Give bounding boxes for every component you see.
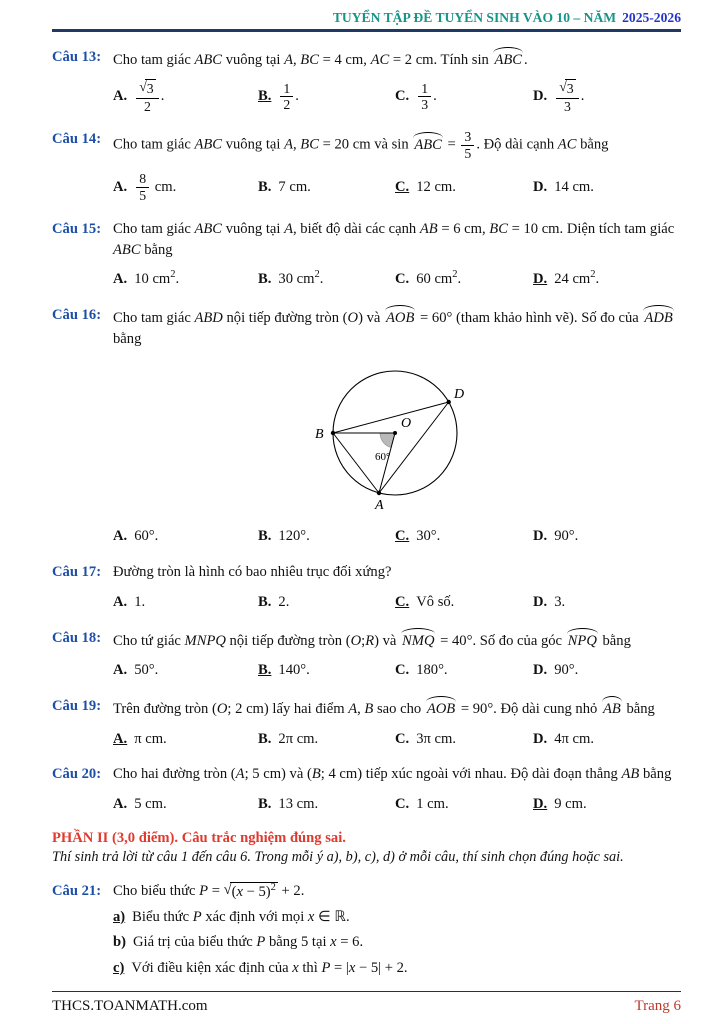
option bbox=[113, 269, 258, 290]
option-text: 2π cm. bbox=[278, 730, 319, 747]
questions-part1 bbox=[52, 47, 681, 815]
inscribed-circle-figure bbox=[280, 357, 515, 517]
statement-text: Biểu thức P xác định với mọi x ∈ ℝ. bbox=[132, 908, 350, 925]
option-label: B. bbox=[258, 662, 272, 679]
question bbox=[52, 881, 681, 979]
statement-label: a) bbox=[113, 908, 126, 925]
option bbox=[113, 794, 258, 815]
option bbox=[395, 81, 533, 114]
option-label: B. bbox=[258, 730, 272, 747]
option bbox=[395, 526, 533, 547]
option-label: D. bbox=[533, 271, 548, 288]
option-text: 90°. bbox=[554, 528, 579, 545]
statement-text: Với điều kiện xác định của x thì P = |x − 5| + 2. bbox=[131, 960, 408, 977]
option-text: 30 $cm^2$. bbox=[278, 269, 324, 288]
point-A-label: A bbox=[374, 498, 384, 514]
option bbox=[113, 79, 258, 114]
option bbox=[258, 794, 395, 815]
option-label: D. bbox=[533, 796, 548, 813]
option-label: D. bbox=[533, 593, 548, 610]
question bbox=[52, 129, 681, 203]
option-text: $\frac{8}{5}$ cm. bbox=[134, 179, 176, 195]
option-text: 1. bbox=[134, 593, 146, 610]
question bbox=[52, 764, 681, 814]
statement-text: Giá trị của biểu thức P bằng 5 tại x = 6. bbox=[132, 934, 364, 951]
option-label: B. bbox=[258, 179, 272, 196]
option-label: D. bbox=[533, 662, 548, 679]
option bbox=[113, 729, 258, 750]
question-number: Câu 19: bbox=[52, 698, 102, 715]
question bbox=[52, 219, 681, 290]
question-text: Trên đường tròn (O; 2 cm) lấy hai điểm A, B sao cho AOB = 90°. Độ dài cung nhỏ AB bằng bbox=[113, 696, 681, 720]
footer-page-number: Trang 6 bbox=[634, 998, 681, 1014]
option-label: C. bbox=[395, 271, 410, 288]
option-text: 60°. bbox=[134, 528, 159, 545]
option bbox=[533, 592, 681, 613]
statement-label: b) bbox=[113, 934, 126, 951]
question-text: Đường tròn là hình có bao nhiêu trục đối xứng? bbox=[113, 564, 392, 581]
part2-heading: PHẦN II (3,0 điểm). Câu trắc nghiệm đúng sai. bbox=[52, 829, 346, 846]
point-A-dot bbox=[376, 491, 380, 495]
option bbox=[395, 592, 533, 613]
question-figure bbox=[113, 357, 681, 517]
option-label: A. bbox=[113, 528, 128, 545]
option-label: C. bbox=[395, 528, 410, 545]
options-row bbox=[113, 79, 681, 114]
option-text: 14 cm. bbox=[554, 179, 594, 196]
question-text: Cho tam giác ABC vuông tại A, BC = 4 cm, AC = 2 cm. Tính sin ABC . bbox=[113, 47, 681, 71]
header-rule bbox=[52, 29, 681, 32]
option bbox=[258, 592, 395, 613]
option bbox=[533, 177, 681, 198]
point-B-label: B bbox=[314, 427, 324, 443]
option bbox=[533, 269, 681, 290]
options-row bbox=[113, 729, 681, 750]
footer-site: THCS.TOANMATH.com bbox=[52, 998, 208, 1014]
option-text: 90°. bbox=[554, 662, 579, 679]
option-label: C. bbox=[395, 593, 410, 610]
options-row bbox=[113, 592, 681, 613]
option-label: A. bbox=[113, 662, 128, 679]
angle-label: 60° bbox=[374, 451, 390, 464]
option bbox=[395, 177, 533, 198]
option-text: 60 $cm^2$. bbox=[416, 269, 462, 288]
statement-label: c) bbox=[113, 960, 125, 977]
option-text: √ 3 2 . bbox=[134, 88, 164, 104]
option-text: 9 cm. bbox=[554, 796, 587, 813]
option-text: 7 cm. bbox=[278, 179, 311, 196]
option-text: 24 $cm^2$. bbox=[554, 269, 600, 288]
option-text: π cm. bbox=[134, 730, 167, 747]
option-label: B. bbox=[258, 593, 272, 610]
question-number: Câu 14: bbox=[52, 131, 102, 148]
option-label: C. bbox=[395, 179, 410, 196]
option-label: B. bbox=[258, 528, 272, 545]
option-label: B. bbox=[258, 88, 272, 105]
option-text: 12 cm. bbox=[416, 179, 456, 196]
option-text: 180°. bbox=[416, 662, 448, 679]
question-text: Cho hai đường tròn (A; 5 cm) và (B; 4 cm) tiếp xúc ngoài với nhau. Độ dài đoạn thẳng AB bằng bbox=[113, 766, 672, 783]
point-B-dot bbox=[330, 431, 334, 435]
option bbox=[533, 660, 681, 681]
option bbox=[258, 660, 395, 681]
question-number: Câu 21: bbox=[52, 882, 102, 899]
question bbox=[52, 696, 681, 749]
option-text: 1 cm. bbox=[416, 796, 449, 813]
point-O-label: O bbox=[400, 416, 411, 432]
option-text: Vô số. bbox=[416, 593, 455, 610]
option-label: C. bbox=[395, 796, 410, 813]
question-number: Câu 16: bbox=[52, 307, 102, 323]
option-text: $\frac{1}{3}$ . bbox=[416, 88, 437, 104]
option-label: A. bbox=[113, 796, 128, 813]
point-D-label: D bbox=[453, 387, 464, 403]
document-header bbox=[52, 10, 681, 26]
option-label: D. bbox=[533, 528, 548, 545]
option-text: 5 cm. bbox=[134, 796, 167, 813]
point-O-dot bbox=[393, 431, 397, 435]
option bbox=[258, 177, 395, 198]
question-number: Câu 17: bbox=[52, 564, 102, 581]
document-footer bbox=[52, 991, 681, 1015]
option bbox=[113, 526, 258, 547]
header-year: 2025-2026 bbox=[622, 10, 681, 25]
option-text: 3π cm. bbox=[416, 730, 456, 747]
option bbox=[395, 794, 533, 815]
statement bbox=[113, 907, 681, 928]
option bbox=[113, 660, 258, 681]
option bbox=[533, 794, 681, 815]
option bbox=[113, 171, 258, 204]
option-label: B. bbox=[258, 796, 272, 813]
option-text: 13 cm. bbox=[278, 796, 319, 813]
questions-part2 bbox=[52, 881, 681, 979]
option-label: A. bbox=[113, 271, 128, 288]
options-row bbox=[113, 794, 681, 815]
chord-BD bbox=[333, 402, 449, 433]
option-text: $\frac{1}{2}$ . bbox=[278, 88, 299, 104]
option bbox=[395, 269, 533, 290]
option-text: 120°. bbox=[278, 528, 310, 545]
option bbox=[533, 526, 681, 547]
option bbox=[395, 729, 533, 750]
option bbox=[258, 526, 395, 547]
question-text: Cho tam giác ABC vuông tại A, BC = 20 cm và sin ABC = $\frac{3}{5}$ . Độ dài cạnh AC bằng bbox=[113, 129, 609, 162]
option-text: 3. bbox=[554, 593, 566, 610]
question bbox=[52, 47, 681, 115]
chord-DA bbox=[379, 402, 449, 493]
option-label: A. bbox=[113, 88, 128, 105]
option-label: D. bbox=[533, 88, 548, 105]
option-text: 140°. bbox=[278, 662, 310, 679]
option-text: 4π cm. bbox=[554, 730, 594, 747]
question bbox=[52, 562, 681, 612]
option-text: 10 $cm^2$. bbox=[134, 269, 180, 288]
option-label: A. bbox=[113, 178, 128, 195]
option bbox=[533, 79, 681, 114]
option-label: D. bbox=[533, 179, 548, 196]
statement bbox=[113, 932, 681, 953]
option-label: A. bbox=[113, 593, 128, 610]
options-row bbox=[113, 660, 681, 681]
option bbox=[113, 592, 258, 613]
question bbox=[52, 305, 681, 547]
option-label: C. bbox=[395, 88, 410, 105]
option-text: 30°. bbox=[416, 528, 441, 545]
option-label: C. bbox=[395, 662, 410, 679]
option-label: C. bbox=[395, 730, 410, 747]
option-label: D. bbox=[533, 730, 548, 747]
question-text: Cho tam giác ABC vuông tại A, biết độ dài các cạnh AB = 6 cm, BC = 10 cm. Diện tích tam giác ABC bằng bbox=[113, 220, 675, 258]
option bbox=[395, 660, 533, 681]
question-number: Câu 13: bbox=[52, 48, 102, 65]
part2-note: Thí sinh trả lời từ câu 1 đến câu 6. Trong mỗi ý a), b), c), d) ở mỗi câu, thí sinh chọn đúng hoặc sai. bbox=[52, 848, 624, 865]
question-text: Cho tam giác ABD nội tiếp đường tròn (O) và AOB = 60° (tham khảo hình vẽ). Số đo của ADB bằng bbox=[113, 305, 681, 349]
options-row bbox=[113, 269, 681, 290]
option bbox=[533, 729, 681, 750]
statement bbox=[113, 958, 681, 979]
options-row bbox=[113, 526, 681, 547]
option bbox=[258, 81, 395, 114]
option bbox=[258, 269, 395, 290]
option-label: B. bbox=[258, 271, 272, 288]
chord-BA bbox=[333, 433, 379, 493]
option-label: A. bbox=[113, 730, 128, 747]
point-D-dot bbox=[446, 400, 450, 404]
option-text: √ 3 3 . bbox=[554, 88, 584, 104]
option-text: 2. bbox=[278, 593, 290, 610]
options-row bbox=[113, 171, 681, 204]
option bbox=[258, 729, 395, 750]
question-text: Cho tứ giác MNPQ nội tiếp đường tròn (O;R) và NMQ = 40°. Số đo của góc NPQ bằng bbox=[113, 628, 681, 652]
question-number: Câu 18: bbox=[52, 629, 102, 646]
header-title: TUYỂN TẬP ĐỀ TUYỂN SINH VÀO 10 – NĂM bbox=[332, 10, 617, 25]
question bbox=[52, 628, 681, 681]
question-number: Câu 20: bbox=[52, 766, 102, 783]
question-text: Cho biểu thức P = √ $(x - 5)^2$ + 2. bbox=[113, 881, 305, 900]
question-number: Câu 15: bbox=[52, 220, 102, 237]
option-text: 50°. bbox=[134, 662, 159, 679]
